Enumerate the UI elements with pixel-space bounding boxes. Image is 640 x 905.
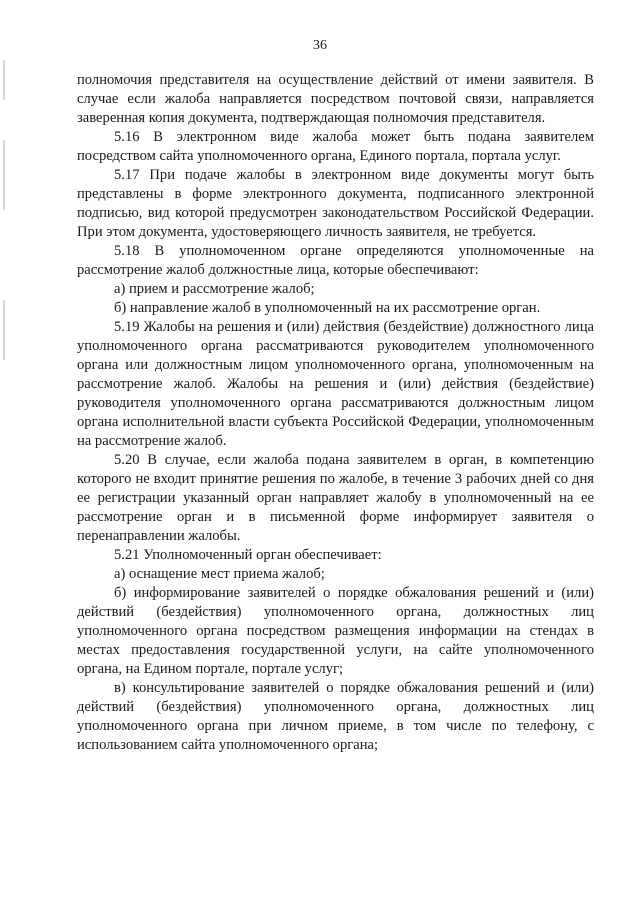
paragraph: 5.18 В уполномоченном органе определяются уполномоченные на рассмотрение жалоб должностные лица, которые обеспечивают: — [77, 243, 594, 278]
paragraph: 5.19 Жалобы на решения и (или) действия (бездействие) должностного лица уполномоченного органа рассматриваются руководителем уполномоченного органа или должностным лицом уполномоченного органа, уполномоченным на рассмотрение жалоб. Жалобы на решения и (или) действия (бездействие) руководителя уполномоченного органа рассматриваются должностным лицом органа исполнительной власти субъекта Российской Федерации, уполномоченным на рассмотрение жалоб. — [77, 319, 594, 449]
scan-margin-artifact — [3, 300, 5, 360]
paragraph: 5.17 При подаче жалобы в электронном виде документы могут быть представлены в форме электронного документа, подписанного электронной подписью, вид которой предусмотрен законодательством Российской Федерации. При этом документа, удостоверяющего личность заявителя, не требуется. — [77, 167, 594, 240]
list-item: б) направление жалоб в уполномоченный на их рассмотрение орган. — [114, 300, 541, 316]
list-item: а) прием и рассмотрение жалоб; — [114, 281, 315, 297]
paragraph: полномочия представителя на осуществление действий от имени заявителя. В случае если жалоба направляется посредством почтовой связи, направляется заверенная копия документа, подтверждающая полномочия представителя. — [77, 72, 594, 126]
document-body — [77, 71, 594, 755]
list-item: в) консультирование заявителей о порядке обжалования решений и (или) действий (бездействия) уполномоченного органа, должностных лиц уполномоченного органа при личном приеме, в том числе по телефону, с использованием сайта уполномоченного органа; — [77, 680, 594, 753]
scan-margin-artifact — [3, 140, 5, 210]
paragraph: 5.21 Уполномоченный орган обеспечивает: — [114, 547, 382, 563]
page-number: 36 — [313, 38, 327, 53]
list-item: б) информирование заявителей о порядке обжалования решений и (или) действий (бездействия) уполномоченного органа, должностных лиц уполномоченного органа посредством размещения информации на стендах в местах предоставления государственной услуги, на сайте уполномоченного органа, на Едином портале, портале услуг; — [77, 585, 594, 677]
scan-margin-artifact — [3, 60, 5, 100]
paragraph: 5.20 В случае, если жалоба подана заявителем в орган, в компетенцию которого не входит принятие решения по жалобе, в течение 3 рабочих дней со дня ее регистрации указанный орган направляет жалобу в уполномоченный на ее рассмотрение орган и в письменной форме информирует заявителя о перенаправлении жалобы. — [77, 452, 594, 544]
list-item: а) оснащение мест приема жалоб; — [114, 566, 325, 582]
paragraph: 5.16 В электронном виде жалоба может быть подана заявителем посредством сайта уполномоченного органа, Единого портала, портала услуг. — [77, 129, 594, 164]
